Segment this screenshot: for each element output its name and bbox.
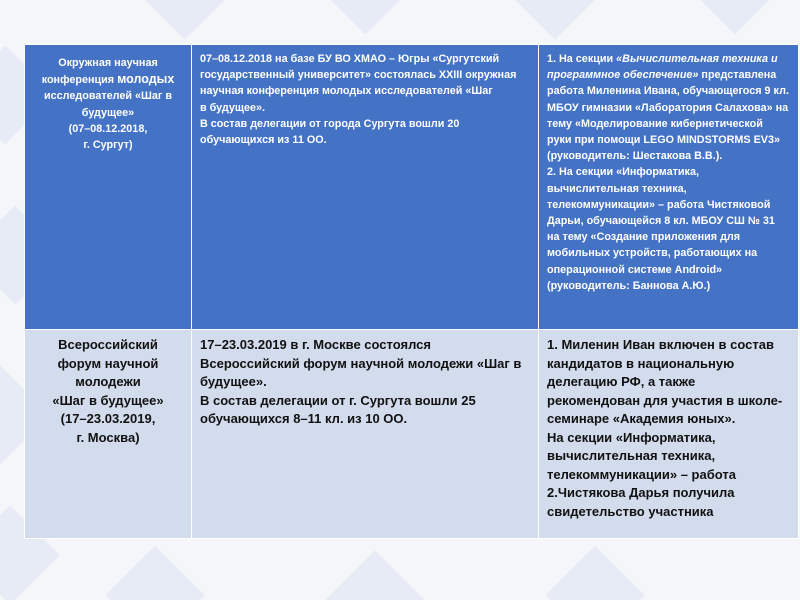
description-text: 07–08.12.2018 на базе БУ ВО ХМАО – Югры «Сургутский государственный университет» состоялась XXIII окружная научная конференция молодых исследователей «Шаг: [200, 53, 517, 98]
table-row: [25, 45, 799, 330]
event-cell: [25, 45, 192, 330]
result-text: 1. На секции: [547, 53, 617, 65]
event-place-line: г. Москва): [76, 429, 140, 445]
result-text: представлена работа Миленина Ивана, обучающегося 9 кл. МБОУ гимназии «Лаборатория Салахова» на тему «Моделирование кибернетической руки при помощи LEGO MINDSTORMS EV3» (руководитель: Шестакова В.В.).: [547, 69, 789, 163]
event-title-text: конференция: [41, 74, 118, 87]
result-paragraph: 2. На секции «Информатика, вычислительная техника, телекоммуникации» – работа Чистяковой Дарьи, обучающейся 8 кл. МБОУ СШ № 31 на тему «Создание приложения для мобильных устройств, работающих на операционной системе Android» (руководитель: Баннова А.Ю.): [547, 166, 775, 292]
description-cell: [192, 45, 539, 330]
delegation-text: В состав делегации от города Сургута вошли 20 обучающихся из 11 ОО.: [200, 117, 460, 147]
description-text: 17–23.03.2019 в г. Москве состоялся Всероссийский форум научной молодежи «Шаг в будущее».: [200, 337, 522, 389]
table-row: [25, 330, 799, 539]
event-title-line: исследователей «Шаг в: [44, 90, 172, 103]
description-cell: [192, 330, 539, 539]
delegation-text: В состав делегации от г. Сургута вошли 25 обучающихся 8–11 кл. из 10 ОО.: [200, 392, 476, 426]
event-title-text: молодых: [117, 72, 175, 87]
event-date-line: (17–23.03.2019,: [60, 411, 156, 426]
result-paragraph: 2.Чистякова Дарья получила свидетельство участника: [547, 485, 735, 519]
event-place-line: г. Сургут): [83, 139, 133, 152]
event-title-line: молодежи: [75, 374, 141, 389]
event-title-line: форум научной: [57, 355, 159, 371]
results-cell: [539, 45, 799, 330]
event-title-line: [33, 71, 183, 88]
section-name: «Вычислительная техника и программное обеспечение»: [547, 53, 778, 82]
event-date-line: (07–08.12.2018,: [68, 122, 148, 135]
event-cell: [25, 330, 192, 539]
event-title-line: будущее»: [81, 106, 135, 119]
result-paragraph: На секции «Информатика, вычислительная техника, телекоммуникации» – работа: [547, 429, 736, 482]
result-paragraph: 1. Миленин Иван включен в состав кандидатов в национальную делегацию РФ, а также рекомендован для участия в школе-семинаре «Академия юных».: [547, 337, 783, 426]
event-title-line: «Шаг в будущее»: [52, 392, 164, 408]
result-paragraph: [547, 51, 790, 164]
results-table: [24, 44, 799, 539]
description-text: в будущее».: [200, 101, 266, 114]
results-cell: [539, 330, 799, 539]
event-title-line: Всероссийский: [58, 337, 158, 352]
event-title-line: Окружная научная: [58, 57, 158, 69]
